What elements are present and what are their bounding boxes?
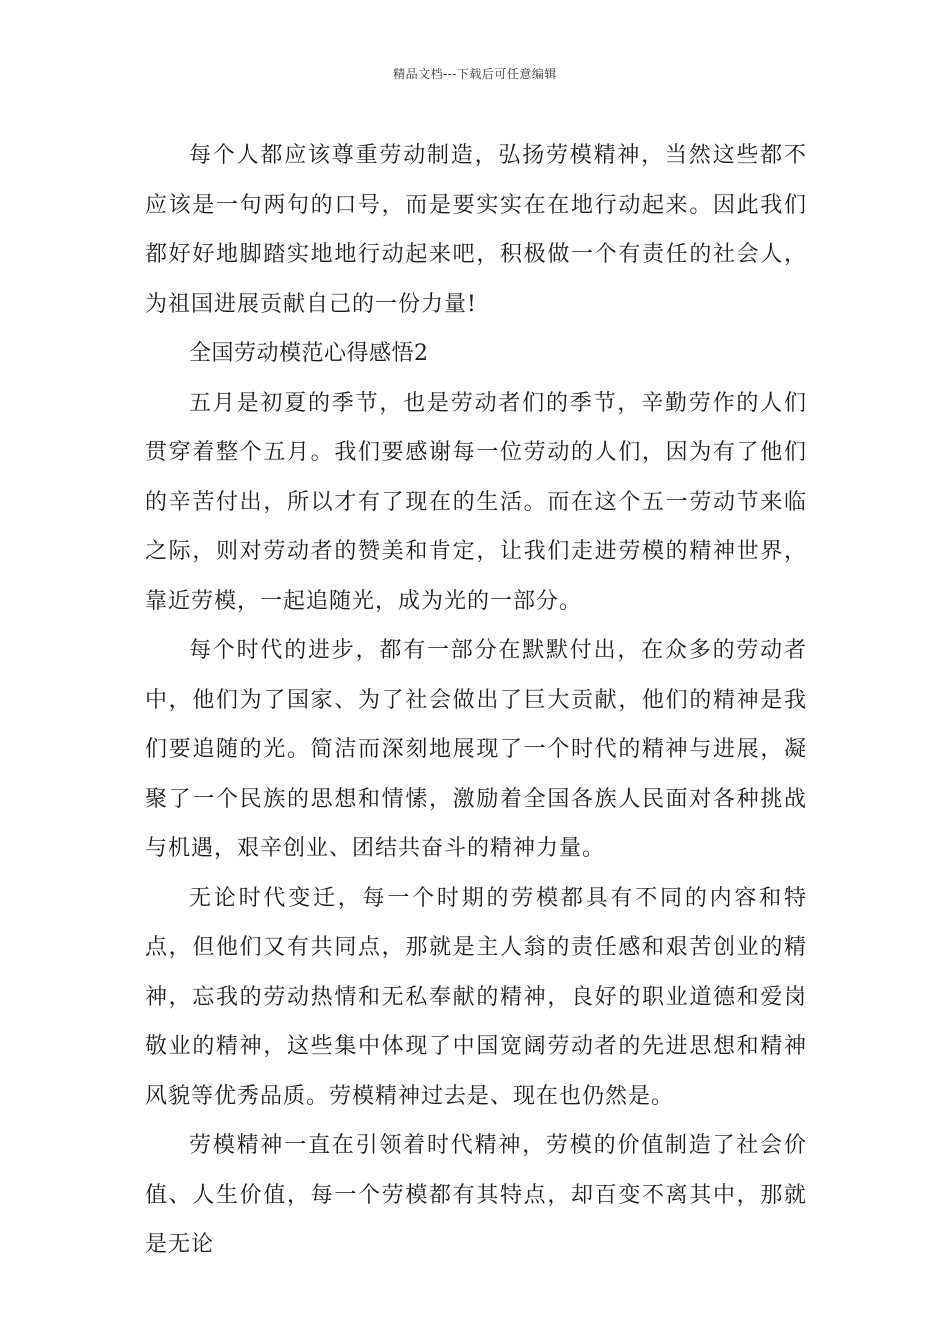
paragraph-lead-spirit: 劳模精神一直在引领着时代精神，劳模的价值制造了社会价值、人生价值，每一个劳模都有其特点，却百变不离其中，那就是无论 [145,1133,807,1257]
paragraph-may-season: 五月是初夏的季节，也是劳动者们的季节，辛勤劳作的人们贯穿着整个五月。我们要感谢每一位劳动的人们，因为有了他们的辛苦付出，所以才有了现在的生活。而在这个五一劳动节来临之际，则对劳动者的赞美和肯定，让我们走进劳模的精神世界，靠近劳模，一起追随光，成为光的一部分。 [145,390,807,614]
document-body [145,131,807,1270]
page-header: 精品文档---下载后可任意编辑 [393,67,557,81]
paragraph-respect-labor: 每个人都应该尊重劳动制造，弘扬劳模精神，当然这些都不应该是一句两句的口号，而是要实实在在地行动起来。因此我们都好好地脚踏实地地行动起来吧，积极做一个有责任的社会人，为祖国进展贡献自己的一份力量! [145,143,807,317]
paragraph-common-points: 无论时代变迁，每一个时期的劳模都具有不同的内容和特点，但他们又有共同点，那就是主人翁的责任感和艰苦创业的精神，忘我的劳动热情和无私奉献的精神，良好的职业道德和爱岗敬业的精神，这些集中体现了中国宽阔劳动者的先进思想和精神风貌等优秀品质。劳模精神过去是、现在也仍然是。 [145,885,807,1109]
section-heading: 全国劳动模范心得感悟2 [189,341,429,366]
paragraph-era-progress: 每个时代的进步，都有一部分在默默付出，在众多的劳动者中，他们为了国家、为了社会做出了巨大贡献，他们的精神是我们要追随的光。简洁而深刻地展现了一个时代的精神与进展，凝聚了一个民族的思想和情愫，激励着全国各族人民面对各种挑战与机遇，艰辛创业、团结共奋斗的精神力量。 [145,638,807,861]
